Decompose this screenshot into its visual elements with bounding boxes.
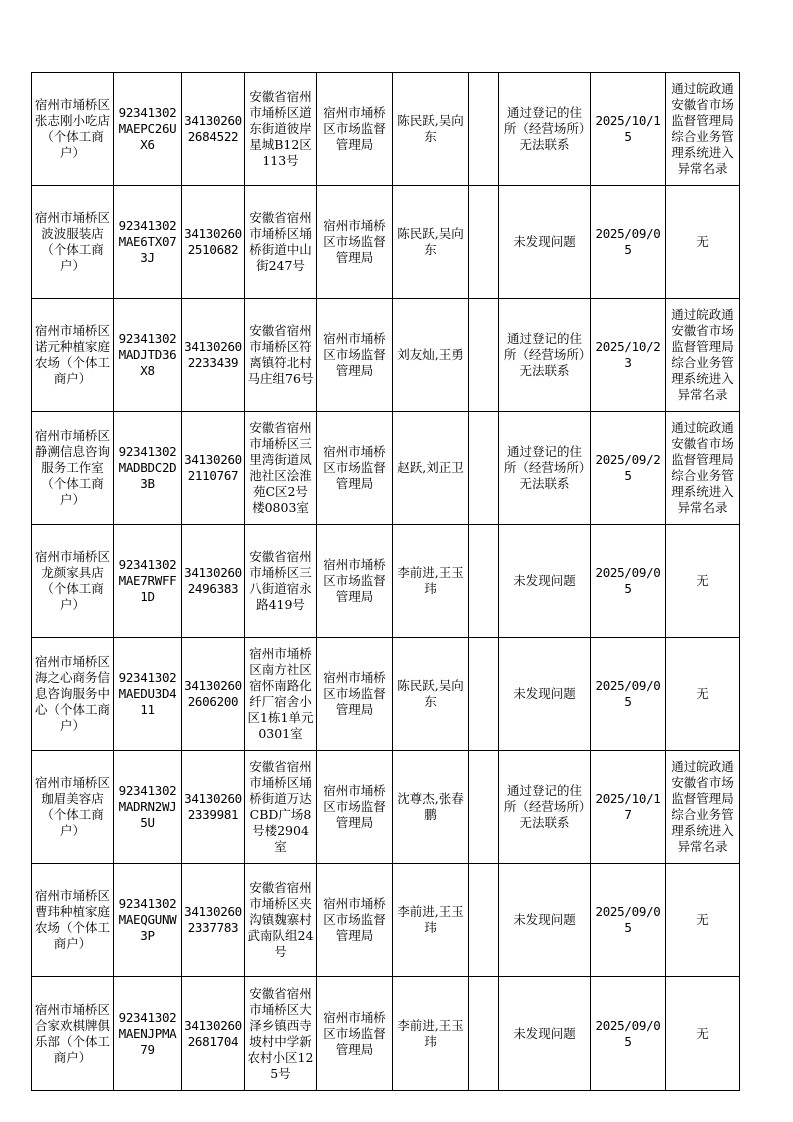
credit-code-cell: 92341302MADBDC2D3B — [114, 412, 182, 525]
inspection-result-cell: 通过登记的住所（经营场所）无法联系 — [499, 412, 591, 525]
inspection-date-cell: 2025/10/17 — [591, 751, 666, 864]
table-row — [32, 751, 740, 864]
inspection-date-cell: 2025/09/05 — [591, 638, 666, 751]
credit-code-cell: 92341302MAEPC26UX6 — [114, 73, 182, 186]
credit-code-cell: 92341302MADRN2WJ5U — [114, 751, 182, 864]
inspection-date-cell: 2025/10/23 — [591, 299, 666, 412]
business-name-cell: 宿州市埇桥区海之心商务信息咨询服务中心（个体工商户） — [32, 638, 114, 751]
inspectors-cell: 刘友灿,王勇 — [393, 299, 469, 412]
blank-cell — [469, 525, 499, 638]
inspection-date-cell: 2025/10/15 — [591, 73, 666, 186]
business-name-cell: 宿州市埇桥区波波服装店（个体工商户） — [32, 186, 114, 299]
credit-code-cell: 92341302MAE6TX073J — [114, 186, 182, 299]
credit-code-cell: 92341302MADJTD36X8 — [114, 299, 182, 412]
table-row — [32, 525, 740, 638]
business-name-cell: 宿州市埇桥区诺元种植家庭农场（个体工商户） — [32, 299, 114, 412]
address-cell: 安徽省宿州市埇桥区夹沟镇魏寨村武南队组24号 — [245, 864, 317, 977]
table-row — [32, 977, 740, 1091]
authority-cell: 宿州市埇桥区市场监督管理局 — [317, 525, 393, 638]
registration-number-cell: 341302602337783 — [182, 864, 245, 977]
table-row — [32, 186, 740, 299]
blank-cell — [469, 412, 499, 525]
blank-cell — [469, 299, 499, 412]
blank-cell — [469, 864, 499, 977]
disposal-cell: 无 — [666, 638, 740, 751]
business-name-cell: 宿州市埇桥区曹玮种植家庭农场（个体工商户） — [32, 864, 114, 977]
blank-cell — [469, 977, 499, 1091]
inspection-date-cell: 2025/09/05 — [591, 525, 666, 638]
business-name-cell: 宿州市埇桥区合家欢棋牌俱乐部（个体工商户） — [32, 977, 114, 1091]
table-row — [32, 864, 740, 977]
inspection-date-cell: 2025/09/05 — [591, 186, 666, 299]
authority-cell: 宿州市埇桥区市场监督管理局 — [317, 73, 393, 186]
table-row — [32, 412, 740, 525]
registration-number-cell: 341302602496383 — [182, 525, 245, 638]
address-cell: 安徽省宿州市埇桥区道东街道彼岸星城B12区113号 — [245, 73, 317, 186]
business-name-cell: 宿州市埇桥区静溯信息咨询服务工作室（个体工商户） — [32, 412, 114, 525]
credit-code-cell: 92341302MAE7RWFF1D — [114, 525, 182, 638]
inspectors-cell: 李前进,王玉玮 — [393, 525, 469, 638]
table-row — [32, 299, 740, 412]
inspection-result-cell: 通过登记的住所（经营场所）无法联系 — [499, 73, 591, 186]
authority-cell: 宿州市埇桥区市场监督管理局 — [317, 638, 393, 751]
authority-cell: 宿州市埇桥区市场监督管理局 — [317, 299, 393, 412]
authority-cell: 宿州市埇桥区市场监督管理局 — [317, 412, 393, 525]
inspectors-cell: 赵跃,刘正卫 — [393, 412, 469, 525]
inspection-result-cell: 通过登记的住所（经营场所）无法联系 — [499, 299, 591, 412]
blank-cell — [469, 751, 499, 864]
inspectors-cell: 陈民跃,吴向东 — [393, 73, 469, 186]
address-cell: 安徽省宿州市埇桥区埇桥街道万达CBD广场8号楼2904室 — [245, 751, 317, 864]
inspection-result-cell: 未发现问题 — [499, 638, 591, 751]
disposal-cell: 无 — [666, 977, 740, 1091]
registration-number-cell: 341302602510682 — [182, 186, 245, 299]
disposal-cell: 通过皖政通安徽省市场监督管理局综合业务管理系统进入异常名录 — [666, 412, 740, 525]
credit-code-cell: 92341302MAEQGUNW3P — [114, 864, 182, 977]
inspection-result-cell: 通过登记的住所（经营场所）无法联系 — [499, 751, 591, 864]
authority-cell: 宿州市埇桥区市场监督管理局 — [317, 186, 393, 299]
address-cell: 宿州市埇桥区南方社区宿怀南路化纤厂宿舍小区1栋1单元0301室 — [245, 638, 317, 751]
inspectors-cell: 李前进,王玉玮 — [393, 864, 469, 977]
blank-cell — [469, 73, 499, 186]
registration-number-cell: 341302602110767 — [182, 412, 245, 525]
disposal-cell: 通过皖政通安徽省市场监督管理局综合业务管理系统进入异常名录 — [666, 73, 740, 186]
credit-code-cell: 92341302MAENJPMA79 — [114, 977, 182, 1091]
inspection-result-cell: 未发现问题 — [499, 864, 591, 977]
inspectors-cell: 陈民跃,吴向东 — [393, 186, 469, 299]
disposal-cell: 通过皖政通安徽省市场监督管理局综合业务管理系统进入异常名录 — [666, 751, 740, 864]
blank-cell — [469, 186, 499, 299]
business-name-cell: 宿州市埇桥区张志刚小吃店（个体工商户） — [32, 73, 114, 186]
inspection-date-cell: 2025/09/05 — [591, 977, 666, 1091]
table-row — [32, 73, 740, 186]
address-cell: 安徽省宿州市埇桥区埇桥街道中山街247号 — [245, 186, 317, 299]
business-name-cell: 宿州市埇桥区珈眉美容店（个体工商户） — [32, 751, 114, 864]
registration-number-cell: 341302602339981 — [182, 751, 245, 864]
inspection-result-cell: 未发现问题 — [499, 186, 591, 299]
disposal-cell: 无 — [666, 525, 740, 638]
inspectors-cell: 李前进,王玉玮 — [393, 977, 469, 1091]
inspection-date-cell: 2025/09/25 — [591, 412, 666, 525]
table-row — [32, 638, 740, 751]
credit-code-cell: 92341302MAEDU3D411 — [114, 638, 182, 751]
address-cell: 安徽省宿州市埇桥区三八街道宿永路419号 — [245, 525, 317, 638]
disposal-cell: 无 — [666, 186, 740, 299]
address-cell: 安徽省宿州市埇桥区三里湾街道凤池社区浍淮苑C区2号楼0803室 — [245, 412, 317, 525]
authority-cell: 宿州市埇桥区市场监督管理局 — [317, 864, 393, 977]
inspectors-cell: 陈民跃,吴向东 — [393, 638, 469, 751]
disposal-cell: 通过皖政通安徽省市场监督管理局综合业务管理系统进入异常名录 — [666, 299, 740, 412]
authority-cell: 宿州市埇桥区市场监督管理局 — [317, 751, 393, 864]
registration-number-cell: 341302602684522 — [182, 73, 245, 186]
authority-cell: 宿州市埇桥区市场监督管理局 — [317, 977, 393, 1091]
address-cell: 安徽省宿州市埇桥区符离镇符北村马庄组76号 — [245, 299, 317, 412]
registration-number-cell: 341302602233439 — [182, 299, 245, 412]
disposal-cell: 无 — [666, 864, 740, 977]
address-cell: 安徽省宿州市埇桥区大泽乡镇西寺坡村中学新农村小区125号 — [245, 977, 317, 1091]
registration-number-cell: 341302602606200 — [182, 638, 245, 751]
inspection-date-cell: 2025/09/05 — [591, 864, 666, 977]
blank-cell — [469, 638, 499, 751]
inspectors-cell: 沈尊杰,张春鹏 — [393, 751, 469, 864]
inspection-result-cell: 未发现问题 — [499, 525, 591, 638]
inspection-result-cell: 未发现问题 — [499, 977, 591, 1091]
table-body — [32, 73, 740, 1091]
inspection-records-table — [31, 72, 740, 1091]
registration-number-cell: 341302602681704 — [182, 977, 245, 1091]
business-name-cell: 宿州市埇桥区龙颜家具店（个体工商户） — [32, 525, 114, 638]
